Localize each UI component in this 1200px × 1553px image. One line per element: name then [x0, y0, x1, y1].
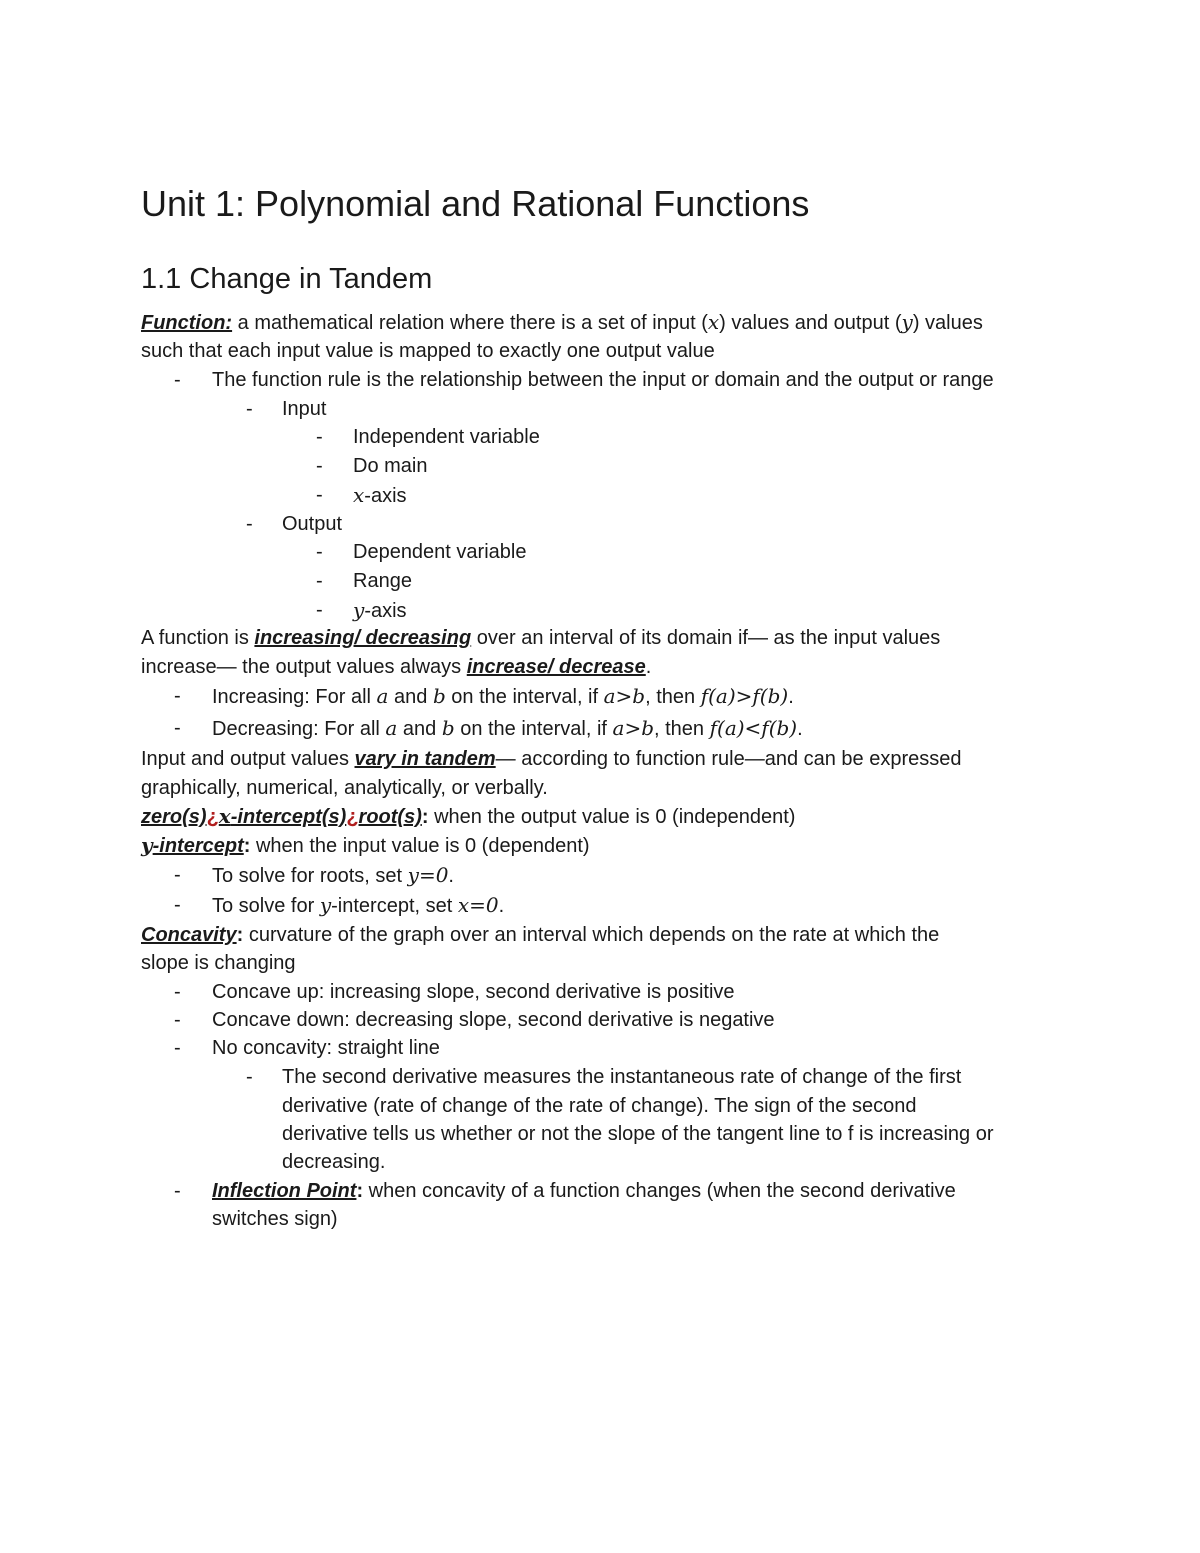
bullet-dash: -	[316, 541, 323, 563]
bullet-dash: -	[246, 398, 253, 420]
incdec-line-2: increase— the output values always increase/ decrease.	[141, 656, 652, 678]
bullet-dash: -	[174, 864, 181, 886]
bullet-dash: -	[174, 894, 181, 916]
section-title: 1.1 Change in Tandem	[141, 263, 433, 295]
bullet-dash: -	[246, 513, 253, 535]
increase-decrease-term: increase/ decrease	[466, 656, 646, 678]
concavity-line-2: slope is changing	[141, 952, 296, 974]
bullet-dash: -	[316, 426, 323, 448]
input-label: Input	[282, 398, 327, 420]
input-item-domain: Do main	[353, 455, 428, 477]
concave-down-item: Concave down: decreasing slope, second derivative is negative	[212, 1009, 775, 1031]
concave-up-item: Concave up: increasing slope, second derivative is positive	[212, 981, 735, 1003]
bullet-dash: -	[174, 1180, 181, 1202]
output-label: Output	[282, 513, 343, 535]
function-rule-item: The function rule is the relationship between the input or domain and the output or range	[212, 369, 994, 391]
decreasing-rule: Decreasing: For all a and b on the interval, if a>b, then f(a)<f(b).	[212, 716, 803, 740]
increasing-decreasing-term: increasing/ decreasing	[254, 627, 472, 649]
invalid-char-marker: ¿	[346, 806, 359, 828]
function-definition-line-2: such that each input value is mapped to exactly one output value	[141, 340, 715, 362]
second-derivative-line-1: The second derivative measures the instantaneous rate of change of the first	[282, 1066, 962, 1088]
bullet-dash: -	[316, 455, 323, 477]
second-derivative-line-3: derivative tells us whether or not the slope of the tangent line to f is increasing or	[282, 1123, 994, 1145]
no-concavity-item: No concavity: straight line	[212, 1037, 440, 1059]
input-item-x-axis: x-axis	[353, 483, 407, 507]
output-item-dependent: Dependent variable	[353, 541, 527, 563]
solve-y-intercept-item: To solve for y-intercept, set x=0.	[212, 893, 505, 917]
solve-roots-item: To solve for roots, set y=0.	[212, 863, 454, 887]
bullet-dash: -	[174, 1037, 181, 1059]
function-definition-line-1: Function: a mathematical relation where there is a set of input (x) values and output (y) values	[141, 310, 983, 334]
tandem-line-2: graphically, numerical, analytically, or verbally.	[141, 777, 548, 799]
bullet-dash: -	[174, 981, 181, 1003]
inflection-point-line-2: switches sign)	[212, 1208, 338, 1230]
concavity-line-1: Concavity: curvature of the graph over an interval which depends on the rate at which the	[141, 924, 940, 946]
second-derivative-line-2: derivative (rate of change of the rate of change). The sign of the second	[282, 1095, 917, 1117]
bullet-dash: -	[316, 599, 323, 621]
bullet-dash: -	[174, 1009, 181, 1031]
function-term: Function:	[141, 312, 233, 334]
increasing-rule: Increasing: For all a and b on the interval, if a>b, then f(a)>f(b).	[212, 684, 794, 708]
output-item-y-axis: y-axis	[353, 598, 407, 622]
tandem-line-1: Input and output values vary in tandem— according to function rule—and can be expressed	[141, 748, 962, 770]
input-item-independent: Independent variable	[353, 426, 540, 448]
invalid-char-marker: ¿	[206, 806, 219, 828]
inflection-point-line-1: Inflection Point: when concavity of a function changes (when the second derivative	[212, 1180, 956, 1202]
output-item-range: Range	[353, 570, 412, 592]
var-y: y	[901, 310, 913, 334]
var-x: x	[707, 310, 720, 334]
second-derivative-line-4: decreasing.	[282, 1151, 386, 1173]
inflection-point-term: Inflection Point	[212, 1180, 357, 1202]
bullet-dash: -	[174, 717, 181, 739]
vary-in-tandem-term: vary in tandem	[354, 748, 496, 770]
page-title: Unit 1: Polynomial and Rational Functions	[141, 183, 810, 224]
bullet-dash: -	[246, 1066, 253, 1088]
incdec-line-1: A function is increasing/ decreasing over an interval of its domain if— as the input values	[141, 627, 941, 649]
zeros-definition: zero(s)¿x-intercept(s)¿root(s): when the output value is 0 (independent)	[141, 804, 796, 828]
bullet-dash: -	[316, 484, 323, 506]
concavity-term: Concavity	[141, 924, 237, 946]
y-intercept-definition: y-intercept: when the input value is 0 (dependent)	[141, 833, 590, 857]
bullet-dash: -	[174, 685, 181, 707]
bullet-dash: -	[174, 369, 181, 391]
bullet-dash: -	[316, 570, 323, 592]
